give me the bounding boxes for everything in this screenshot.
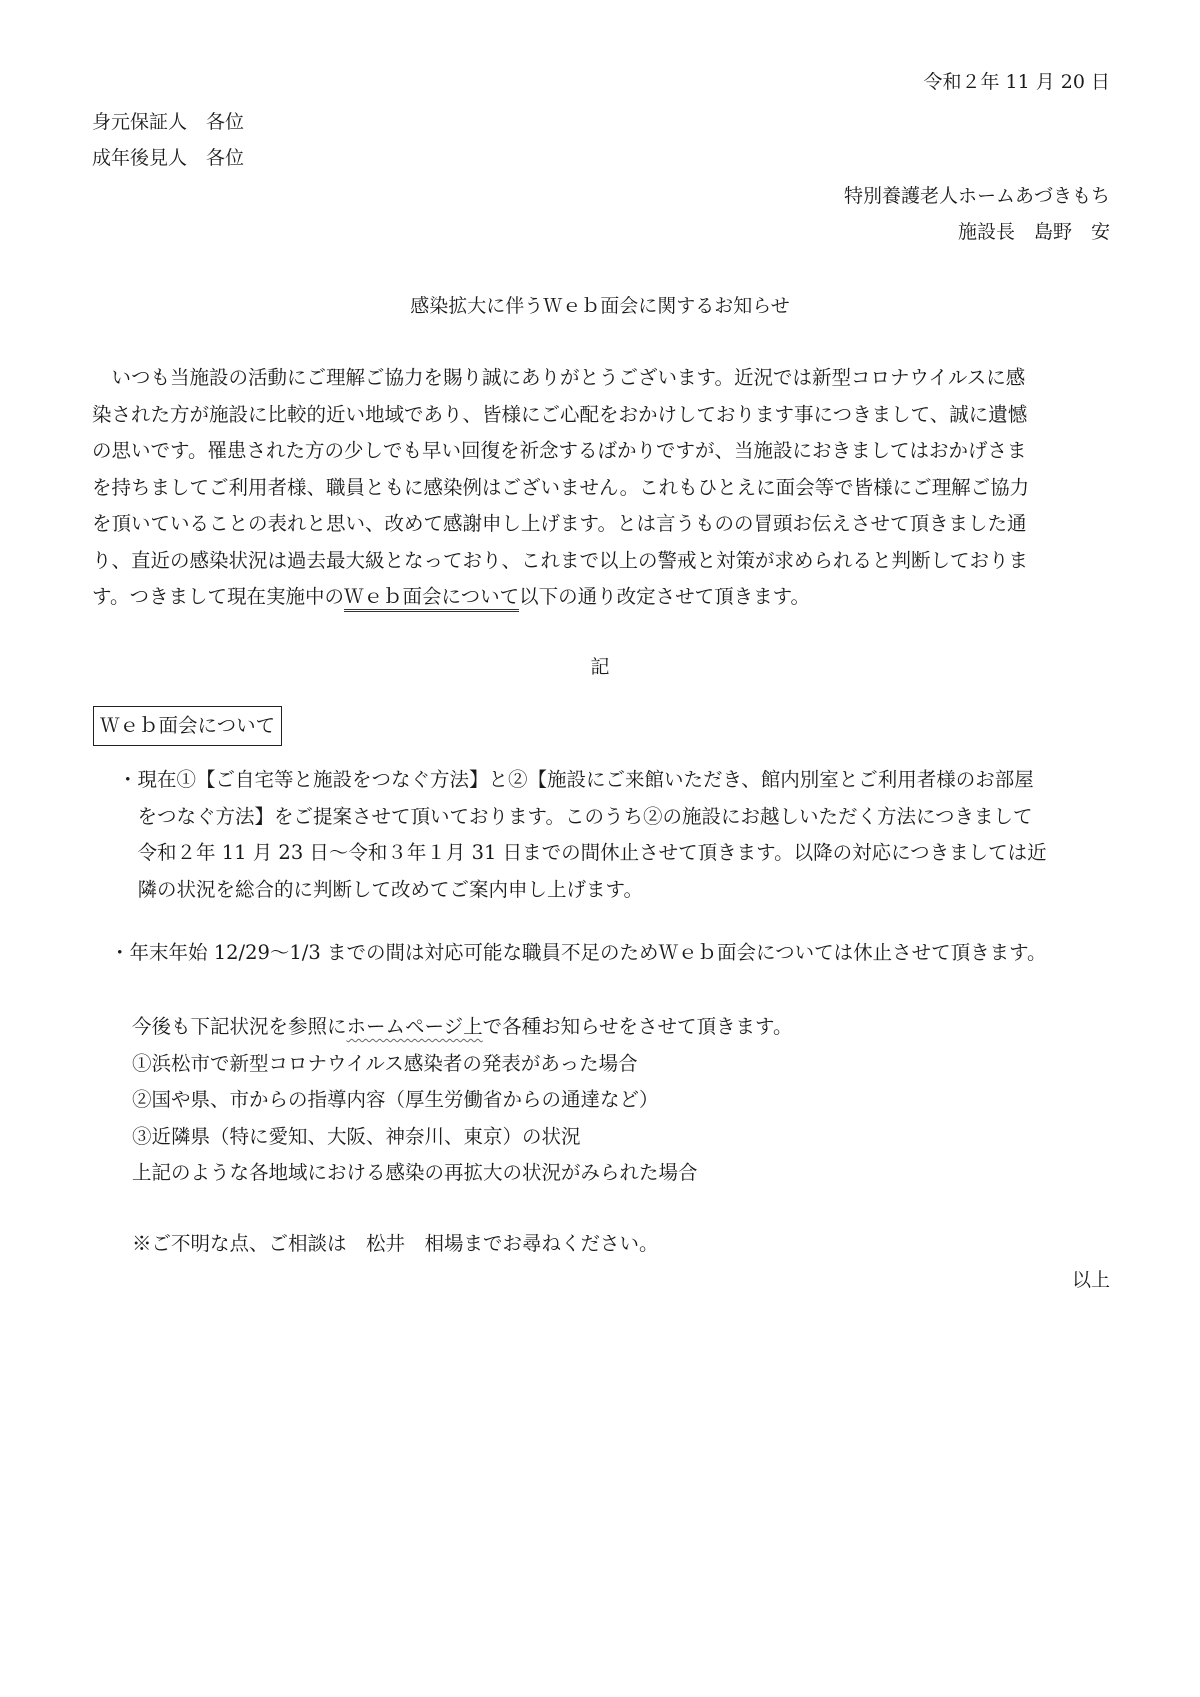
document-title: 感染拡大に伴うＷｅｂ面会に関するお知らせ bbox=[410, 295, 790, 317]
sender-name: 施設長 島野 安 bbox=[957, 221, 1110, 243]
bullet1-line: をつなぐ方法】をご提案させて頂いております。このうち②の施設にお越しいただく方法につきまして bbox=[118, 804, 1033, 828]
ki-marker: 記 bbox=[590, 656, 610, 678]
intro-line: 染された方が施設に比較的近い地域であり、皆様にご心配をおかけしております事につきまして、誠に遺憾 bbox=[92, 402, 1028, 426]
sender-organization: 特別養護老人ホームあづきもち bbox=[843, 185, 1110, 207]
contact-note bbox=[132, 1226, 659, 1263]
bullet2-line: ・年末年始 12/29～1/3 までの間は対応可能な職員不足のためＷｅｂ面会については休止させて頂きます。 bbox=[110, 941, 1047, 964]
intro-underlined-web-meeting: Ｗｅｂ面会について bbox=[344, 585, 519, 612]
intro-line: の思いです。罹患された方の少しでも早い回復を祈念するばかりですが、当施設におきましてはおかげさま bbox=[92, 439, 1027, 462]
bullet1-line: 令和２年 11 月 23 日～令和３年１月 31 日までの間休止させて頂きます。以降の対応につきましては近 bbox=[118, 841, 1047, 864]
bullet-current-methods bbox=[118, 762, 1047, 908]
document-date: 令和２年 11 月 20 日 bbox=[923, 71, 1110, 93]
closing-ijou: 以上 bbox=[1071, 1269, 1110, 1291]
contact-line: ※ご不明な点、ご相談は 松井 相場までお尋ねください。 bbox=[132, 1232, 659, 1255]
intro-last-after: 以下の通り改定させて頂きます。 bbox=[519, 585, 811, 608]
notice-item: ①浜松市で新型コロナウイルス感染者の発表があった場合 bbox=[132, 1051, 638, 1075]
notice-item: ②国や県、市からの指導内容（厚生労働省からの通達など） bbox=[132, 1088, 659, 1111]
notice-after: で各種お知らせをさせて頂きます。 bbox=[482, 1015, 793, 1038]
intro-line: を持ちましてご利用者様、職員ともに感染例はございません。これもひとえに面会等で皆様にご理解ご協力 bbox=[92, 475, 1030, 499]
intro-paragraph bbox=[92, 360, 1110, 616]
intro-last-before: す。つきまして現在実施中の bbox=[92, 585, 344, 608]
homepage-notice bbox=[132, 1009, 793, 1192]
notice-homepage-underlined: ホームページ上 bbox=[346, 1015, 483, 1038]
bullet1-line: 隣の状況を総合的に判断して改めてご案内申し上げます。 bbox=[118, 877, 643, 901]
notice-item: ③近隣県（特に愛知、大阪、神奈川、東京）の状況 bbox=[132, 1124, 581, 1148]
bullet1-line: ・現在①【ご自宅等と施設をつなぐ方法】と②【施設にご来館いただき、館内別室とご利用者様のお部屋 bbox=[118, 768, 1034, 791]
intro-line: り、直近の感染状況は過去最大級となっており、これまで以上の警戒と対策が求められると判断しておりま bbox=[92, 548, 1029, 572]
notice-intro-line bbox=[132, 1009, 793, 1046]
notice-item: 上記のような各地域における感染の再拡大の状況がみられた場合 bbox=[132, 1161, 698, 1184]
recipient-guardian: 成年後見人 各位 bbox=[92, 147, 245, 169]
intro-last-line bbox=[92, 579, 1110, 616]
intro-line: を頂いていることの表れと思い、改めて感謝申し上げます。とは言うものの冒頭お伝えさせて頂きました通 bbox=[92, 512, 1027, 535]
notice-before: 今後も下記状況を参照に bbox=[132, 1015, 347, 1038]
section-heading-web-meeting: Ｗｅｂ面会について bbox=[93, 706, 282, 746]
recipient-guarantor: 身元保証人 各位 bbox=[92, 111, 245, 133]
bullet-year-end bbox=[110, 935, 1047, 972]
intro-line: いつも当施設の活動にご理解ご協力を賜り誠にありがとうございます。近況では新型コロナウイルスに感 bbox=[92, 366, 1026, 389]
